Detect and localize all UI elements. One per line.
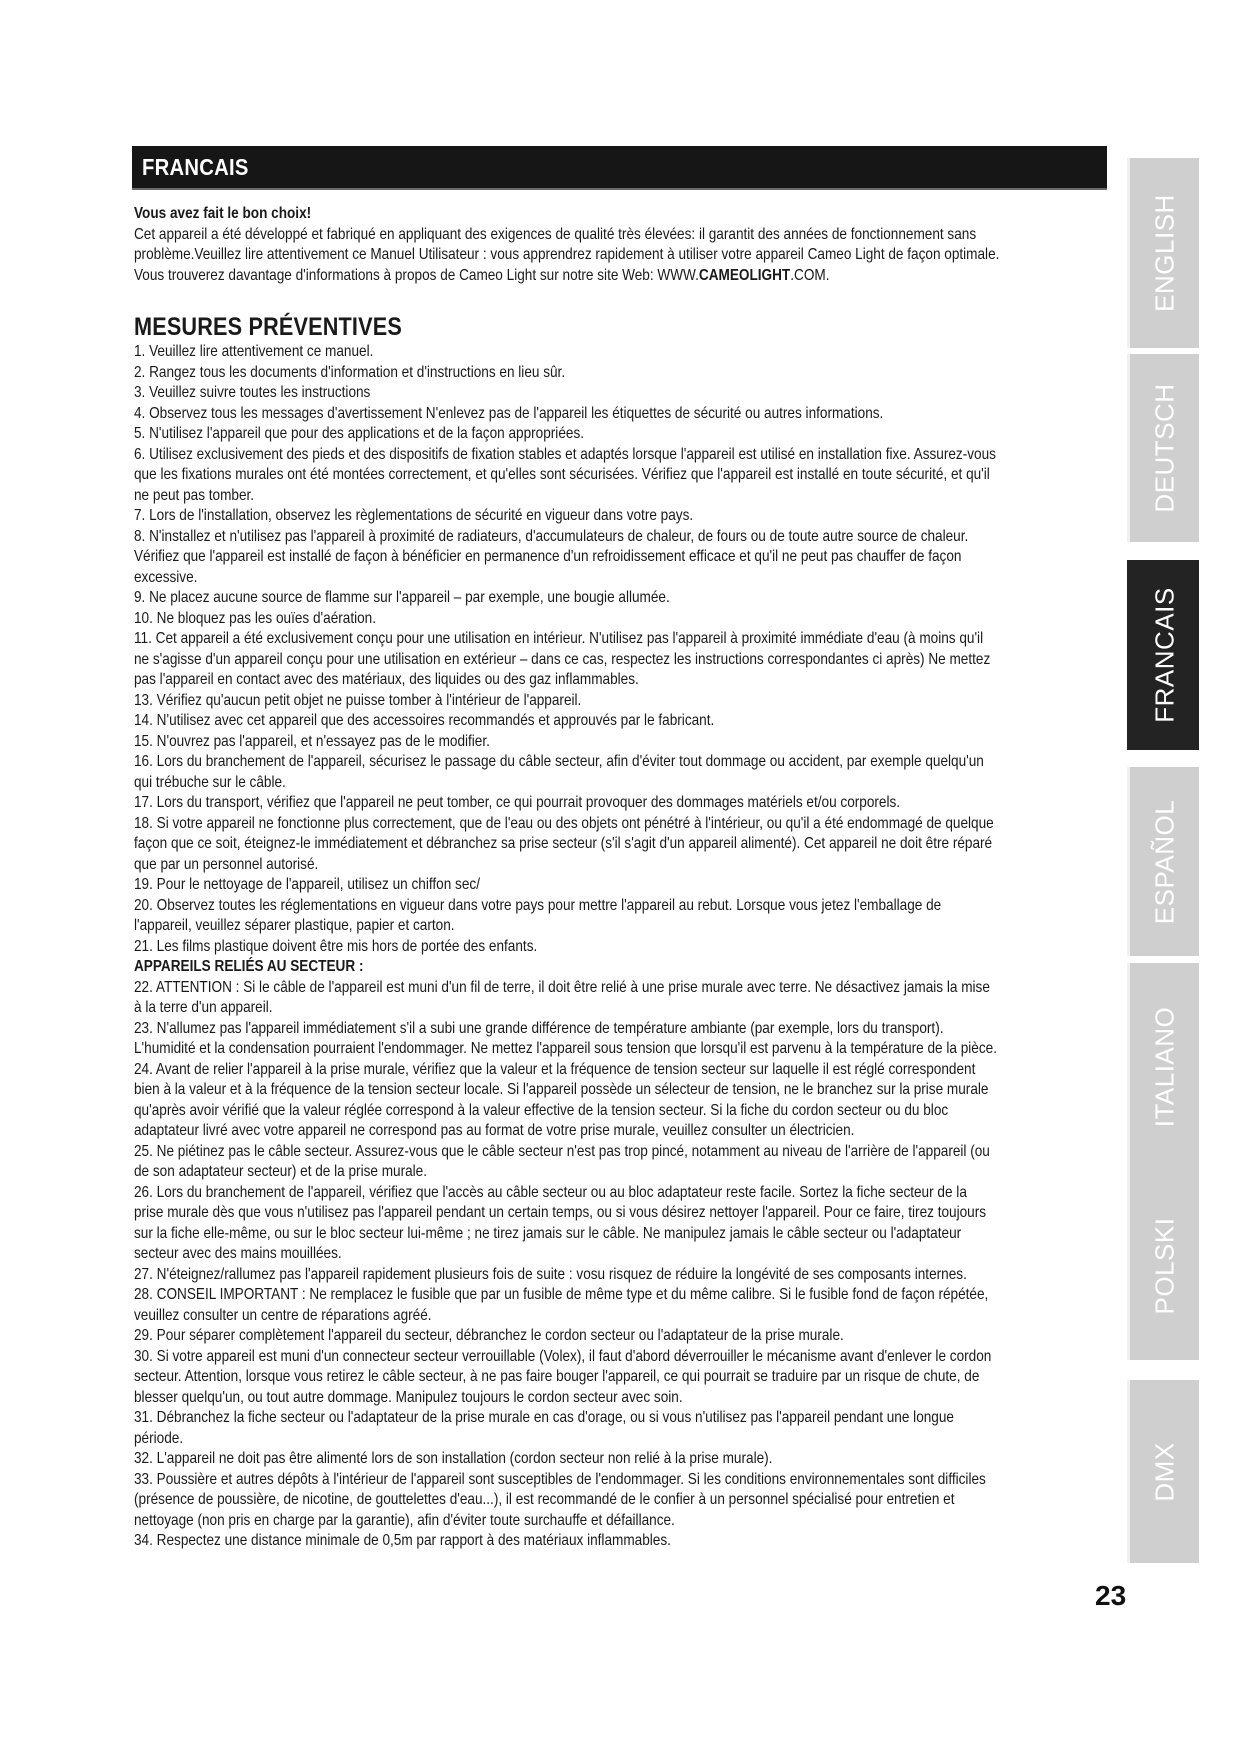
intro-text: Cet appareil a été développé et fabriqué en appliquant des exigences de qualité très élevées: il garantit des années de fonctionnement sans problème.Veuillez lire attentivement ce Manuel Utilisateur : vous apprendrez rapidement à utiliser votre appareil Cameo Light de façon optimale. Vous trouverez davantage d'informations à propos de Cameo Light sur notre site Web: WWW.: [134, 225, 1000, 284]
intro-paragraph: [134, 225, 1000, 287]
list-item: 15. N'ouvrez pas l'appareil, et n'essayez pas de le modifier.: [134, 732, 490, 750]
list-item: 22. ATTENTION : Si le câble de l'appareil est muni d'un fil de terre, il doit être relié à une prise murale avec terre. Ne désactivez jamais la mise à la terre d'un appareil.: [134, 978, 990, 1016]
tab-polski[interactable]: [1127, 1171, 1199, 1360]
list-item: 13. Vérifiez qu'aucun petit objet ne puisse tomber à l'intérieur de l'appareil.: [134, 691, 582, 709]
list-item: 1. Veuillez lire attentivement ce manuel.: [134, 343, 374, 360]
list-item: 29. Pour séparer complètement l'appareil du secteur, débranchez le cordon secteur ou l'adaptateur de la prise murale.: [134, 1327, 844, 1344]
precautions-heading: MESURES PRÉVENTIVES: [134, 313, 402, 341]
page-content: [134, 204, 1000, 1552]
list-item: 2. Rangez tous les documents d'information et d'instructions en lieu sûr.: [134, 363, 566, 381]
list-item: 24. Avant de relier l'appareil à la prise murale, vérifiez que la valeur et la fréquence de tension secteur sur laquelle il est réglé correspondent bien à la valeur et à la fréquence de la tension secteur locale. Si l'appareil possède un sélecteur de tension, ne le branchez sur la prise murale qu'après avoir vérifié que la valeur réglée correspond à la valeur effective de la tension secteur. Si la fiche du cordon secteur ou du bloc adaptateur livré avec votre appareil ne correspond pas au format de votre prise murale, veuillez consulter un électricien.: [134, 1060, 989, 1139]
tab-dmx[interactable]: [1127, 1380, 1199, 1563]
list-item: 23. N'allumez pas l'appareil immédiatement s'il a subi une grande différence de température ambiante (par exemple, lors du transport). L'humidité et la condensation pourraient l'endommager. Ne mettez l'appareil sous tension que lorsqu'il est parvenu à la température de la pièce.: [134, 1019, 997, 1057]
tab-deutsch[interactable]: [1127, 354, 1199, 542]
section-title: FRANCAIS: [142, 154, 249, 180]
list-item: 10. Ne bloquez pas les ouïes d'aération.: [134, 609, 377, 627]
list-item: 27. N'éteignez/rallumez pas l'appareil rapidement plusieurs fois de suite : vosu risquez de réduire la longévité de ses composants internes.: [134, 1265, 967, 1283]
tab-espanol[interactable]: [1127, 767, 1199, 956]
list-item: 28. CONSEIL IMPORTANT : Ne remplacez le fusible que par un fusible de même type et du même calibre. Si le fusible fond de façon répétée, veuillez consulter un centre de réparations agréé.: [134, 1286, 989, 1324]
language-tabs: [1127, 158, 1199, 1563]
list-item: 11. Cet appareil a été exclusivement conçu pour une utilisation en intérieur. N'utilisez pas l'appareil à proximité immédiate d'eau (à moins qu'il ne s'agisse d'un appareil conçu pour une utilisation en extérieur – dans ce cas, respectez les instructions correspondantes ci après) Ne mettez pas l'appareil en contact avec des matériaux, des liquides ou des gaz inflammables.: [134, 630, 991, 688]
section-header-bar: [132, 146, 1107, 190]
tab-label: POLSKI: [1149, 1217, 1179, 1314]
list-item: 26. Lors du branchement de l'appareil, vérifiez que l'accès au câble secteur ou au bloc adaptateur reste facile. Sortez la fiche secteur de la prise murale dès que vous n'utilisez pas l'appareil pendant un certain temps, ou si vous désirez nettoyer l'appareil. Pour ce faire, tirez toujours sur la fiche elle-même, ou sur le bloc secteur lui-même ; ne tirez jamais sur le câble. Ne manipulez jamais le câble secteur ou l'adaptateur secteur avec des mains mouillées.: [134, 1183, 987, 1262]
list-item: 33. Poussière et autres dépôts à l'intérieur de l'appareil sont susceptibles de l'endommager. Si les conditions environnementales sont difficiles (présence de poussière, de nicotine, de gouttelettes d'eau...), il est recommandé de le confier à un personnel spécialisé pour entretien et nettoyage (non pris en charge par la garantie), afin d'éviter toute surchauffe et défaillance.: [134, 1470, 986, 1529]
list-item: 4. Observez tous les messages d'avertissement N'enlevez pas de l'appareil les étiquettes de sécurité ou autres informations.: [134, 404, 884, 422]
list-item: 8. N'installez et n'utilisez pas l'appareil à proximité de radiateurs, d'accumulateurs de chaleur, de fours ou de toute autre source de chaleur. Vérifiez que l'appareil est installé de façon à bénéficier en permanence d'un refroidissement efficace et qu'il ne peut pas chauffer de façon excessive.: [134, 527, 969, 586]
list-item: 30. Si votre appareil est muni d'un connecteur secteur verrouillable (Volex), il faut d'abord déverrouiller le mécanisme avant d'enlever le cordon secteur. Attention, lorsque vous retirez le câble secteur, à ne pas faire bouger l'appareil, ce qui pourrait se traduire par un risque de chute, de blesser quelqu'un, ou tout autre dommage. Manipulez toujours le cordon secteur avec soin.: [134, 1347, 992, 1406]
tab-label: FRANCAIS: [1149, 587, 1179, 723]
list-item: 6. Utilisez exclusivement des pieds et des dispositifs de fixation stables et adaptés lorsque l'appareil est utilisé en installation fixe. Assurez-vous que les fixations murales ont été montées correctement, et qu'elles sont sécurisées. Vérifiez que l'appareil est installé en toute sécurité, et qu'il ne peut pas tomber.: [134, 445, 996, 504]
tab-label: DEUTSCH: [1149, 383, 1179, 513]
list-item: 25. Ne piétinez pas le câble secteur. Assurez-vous que le câble secteur n'est pas trop pincé, notamment au niveau de l'arrière de l'appareil (ou de son adaptateur secteur) et de la prise murale.: [134, 1142, 990, 1180]
intro-suffix: .COM.: [790, 266, 830, 284]
tab-francais[interactable]: [1127, 560, 1199, 750]
list-item: 9. Ne placez aucune source de flamme sur l'appareil – par exemple, une bougie allumée.: [134, 589, 670, 606]
list-item: 34. Respectez une distance minimale de 0,5m par rapport à des matériaux inflammables.: [134, 1532, 671, 1549]
list-item: 17. Lors du transport, vérifiez que l'appareil ne peut tomber, ce qui pourrait provoquer des dommages matériels et/ou corporels.: [134, 794, 901, 811]
list-item: 31. Débranchez la fiche secteur ou l'adaptateur de la prise murale en cas d'orage, ou si vous n'utilisez pas l'appareil pendant une longue période.: [134, 1409, 954, 1447]
tab-english[interactable]: [1127, 158, 1199, 348]
list-item: 20. Observez toutes les réglementations en vigueur dans votre pays pour mettre l'appareil au rebut. Lorsque vous jetez l'emballage de l'appareil, veuillez séparer plastique, papier et carton.: [134, 896, 942, 934]
list-item: 7. Lors de l'installation, observez les règlementations de sécurité en vigueur dans votre pays.: [134, 507, 694, 524]
mains-list: [134, 978, 1000, 1552]
tab-label: ITALIANO: [1149, 1006, 1179, 1128]
precautions-list: [134, 342, 1000, 957]
list-item: 21. Les films plastique doivent être mis hors de portée des enfants.: [134, 937, 538, 955]
mains-heading: APPAREILS RELIÉS AU SECTEUR :: [134, 958, 364, 975]
list-item: 14. N'utilisez avec cet appareil que des accessoires recommandés et approuvés par le fabricant.: [134, 712, 715, 729]
list-item: 5. N'utilisez l'appareil que pour des applications et de la façon appropriées.: [134, 425, 585, 442]
page-number: 23: [1095, 1580, 1127, 1611]
list-item: 16. Lors du branchement de l'appareil, sécurisez le passage du câble secteur, afin d'éviter tout dommage ou accident, par exemple quelqu'un qui trébuche sur le câble.: [134, 753, 984, 791]
brand-name: CAMEOLIGHT: [698, 266, 791, 284]
tab-label: DMX: [1149, 1441, 1179, 1502]
list-item: 19. Pour le nettoyage de l'appareil, utilisez un chiffon sec/: [134, 876, 480, 893]
list-item: 18. Si votre appareil ne fonctionne plus correctement, que de l'eau ou des objets ont pénétré à l'intérieur, ou qu'il a été endommagé de quelque façon que ce soit, éteignez-le immédiatement et débranchez sa prise secteur (s'il s'agit d'un appareil alimenté). Cet appareil ne doit être réparé que par un personnel autorisé.: [134, 814, 994, 873]
list-item: 32. L'appareil ne doit pas être alimenté lors de son installation (cordon secteur non relié à la prise murale).: [134, 1450, 773, 1467]
list-item: 3. Veuillez suivre toutes les instructions: [134, 384, 371, 401]
intro-heading: Vous avez fait le bon choix!: [134, 205, 312, 222]
tab-label: ENGLISH: [1149, 194, 1179, 312]
tab-italiano[interactable]: [1127, 963, 1199, 1171]
tab-label: ESPAÑOL: [1149, 799, 1179, 924]
